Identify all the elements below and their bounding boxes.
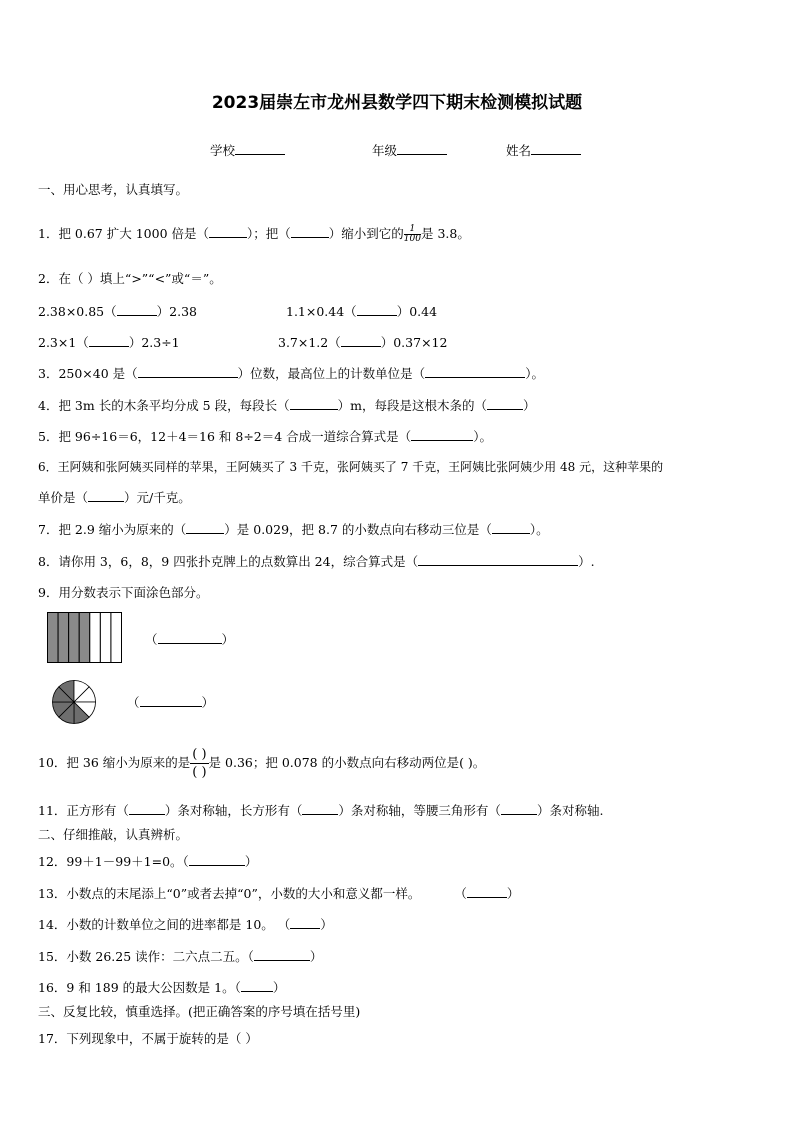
section-2-heading: 二、仔细推敲，认真辨析。 — [38, 827, 189, 842]
question-13: 13．小数点的末尾添上“0”或者去掉“0”，小数的大小和意义都一样。 （ ） — [38, 886, 520, 901]
question-6-line-1: 6．王阿姨和张阿姨买同样的苹果，王阿姨买了 3 千克，张阿姨买了 7 千克，王阿姨比张阿姨少用 48 元，这种苹果的 — [38, 460, 664, 474]
shaded-strip — [58, 613, 69, 663]
name-blank[interactable] — [531, 142, 581, 155]
section-3-heading: 三、反复比较，慎重选择。(把正确答案的序号填在括号里) — [38, 1004, 361, 1019]
q14-blank[interactable] — [290, 916, 320, 929]
question-16: 16．9 和 189 的最大公因数是 1。（ ） — [38, 980, 286, 995]
q7-blank-2[interactable] — [492, 521, 530, 534]
page-title: 2023届崇左市龙州县数学四下期末检测模拟试题 — [211, 93, 583, 113]
question-2-row-2b: 3.7×1.2（ ）0.37×12 — [278, 335, 448, 350]
q3-blank-2[interactable] — [425, 365, 525, 378]
q1-blank-1[interactable] — [209, 225, 247, 238]
question-14: 14．小数的计数单位之间的进率都是 10。 （ ） — [38, 917, 333, 932]
name-label: 姓名 — [506, 143, 532, 158]
shaded-strip — [69, 613, 80, 663]
shaded-rectangle-figure — [47, 612, 123, 663]
q2-blank-4[interactable] — [341, 334, 381, 347]
unshaded-strip — [111, 613, 122, 663]
q2-blank-1[interactable] — [117, 303, 157, 316]
question-17: 17．下列现象中，不属于旋转的是（ ） — [38, 1031, 258, 1046]
q1-fraction: $\frac{1}{100}$ — [403, 224, 421, 244]
question-1: 1．把 0.67 扩大 1000 倍是（ ）；把（ ）缩小到它的 $\frac{1}{100}$ 是 3.8。 — [38, 224, 470, 244]
q11-blank-2[interactable] — [302, 802, 338, 815]
q4-blank-1[interactable] — [290, 397, 338, 410]
q3-blank-1[interactable] — [138, 365, 238, 378]
q8-blank[interactable] — [418, 553, 578, 566]
question-3: 3．250×40 是（ ）位数，最高位上的计数单位是（ ）。 — [38, 366, 544, 381]
question-2-row-1a: 2.38×0.85（ ）2.38 — [38, 304, 197, 319]
shaded-strip — [79, 613, 90, 663]
q5-blank[interactable] — [411, 428, 473, 441]
shaded-strip — [48, 613, 59, 663]
question-9: 9．用分数表示下面涂色部分。 — [38, 585, 209, 600]
question-8: 8．请你用 3，6，8，9 四张扑克牌上的点数算出 24，综合算式是（ ）. — [38, 554, 595, 569]
q1-blank-2[interactable] — [291, 225, 329, 238]
section-1-heading: 一、用心思考，认真填写。 — [38, 182, 189, 197]
grade-label: 年级 — [372, 143, 398, 158]
q16-blank[interactable] — [241, 979, 273, 992]
q2-blank-3[interactable] — [89, 334, 129, 347]
q11-blank-3[interactable] — [501, 802, 537, 815]
question-2-row-1b: 1.1×0.44（ ）0.44 — [286, 304, 438, 319]
question-6-line-2: 单价是（ ）元/千克。 — [38, 490, 191, 505]
q13-blank[interactable] — [467, 885, 507, 898]
question-4: 4．把 3m 长的木条平均分成 5 段，每段长（ ）m，每段是这根木条的（ ） — [38, 398, 536, 413]
q9-answer-1: （ ） — [145, 632, 235, 647]
question-5: 5．把 96÷16＝6，12＋4＝16 和 8÷2＝4 合成一道综合算式是（ ）。 — [38, 429, 492, 444]
q4-blank-2[interactable] — [487, 397, 523, 410]
q10-fraction-blank[interactable]: $\frac{( )}{( )}$ — [192, 747, 207, 780]
grade-blank[interactable] — [397, 142, 447, 155]
question-7: 7．把 2.9 缩小为原来的（ ）是 0.029，把 8.7 的小数点向右移动三位是（ ）。 — [38, 522, 549, 537]
q9-blank-1[interactable] — [158, 631, 222, 644]
unshaded-strip — [90, 613, 101, 663]
name-field — [506, 141, 581, 159]
question-12: 12．99＋1－99＋1=0。（ ） — [38, 854, 258, 869]
unshaded-strip — [100, 613, 111, 663]
school-field — [210, 141, 285, 159]
grade-field — [372, 141, 447, 159]
q12-blank[interactable] — [189, 853, 245, 866]
school-blank[interactable] — [235, 142, 285, 155]
question-11: 11．正方形有（ ）条对称轴，长方形有（ ）条对称轴，等腰三角形有（ ）条对称轴. — [38, 803, 604, 818]
q9-answer-2: （ ） — [127, 695, 215, 710]
shaded-circle-figure — [51, 679, 97, 725]
q2-blank-2[interactable] — [357, 303, 397, 316]
q11-blank-1[interactable] — [129, 802, 165, 815]
q6-blank[interactable] — [88, 489, 124, 502]
question-10: 10．把 36 缩小为原来的是 $\frac{( )}{( )}$ 是 0.36；把 0.078 的小数点向右移动两位是( )。 — [38, 747, 486, 780]
q9-blank-2[interactable] — [140, 694, 202, 707]
q15-blank[interactable] — [254, 948, 310, 961]
question-15: 15．小数 26.25 读作：二六点二五。（ ） — [38, 949, 323, 964]
question-2-row-2a: 2.3×1（ ）2.3÷1 — [38, 335, 180, 350]
question-2-intro: 2．在（ ）填上“>”“<”或“＝”。 — [38, 271, 222, 286]
school-label: 学校 — [210, 143, 236, 158]
q7-blank-1[interactable] — [186, 521, 224, 534]
